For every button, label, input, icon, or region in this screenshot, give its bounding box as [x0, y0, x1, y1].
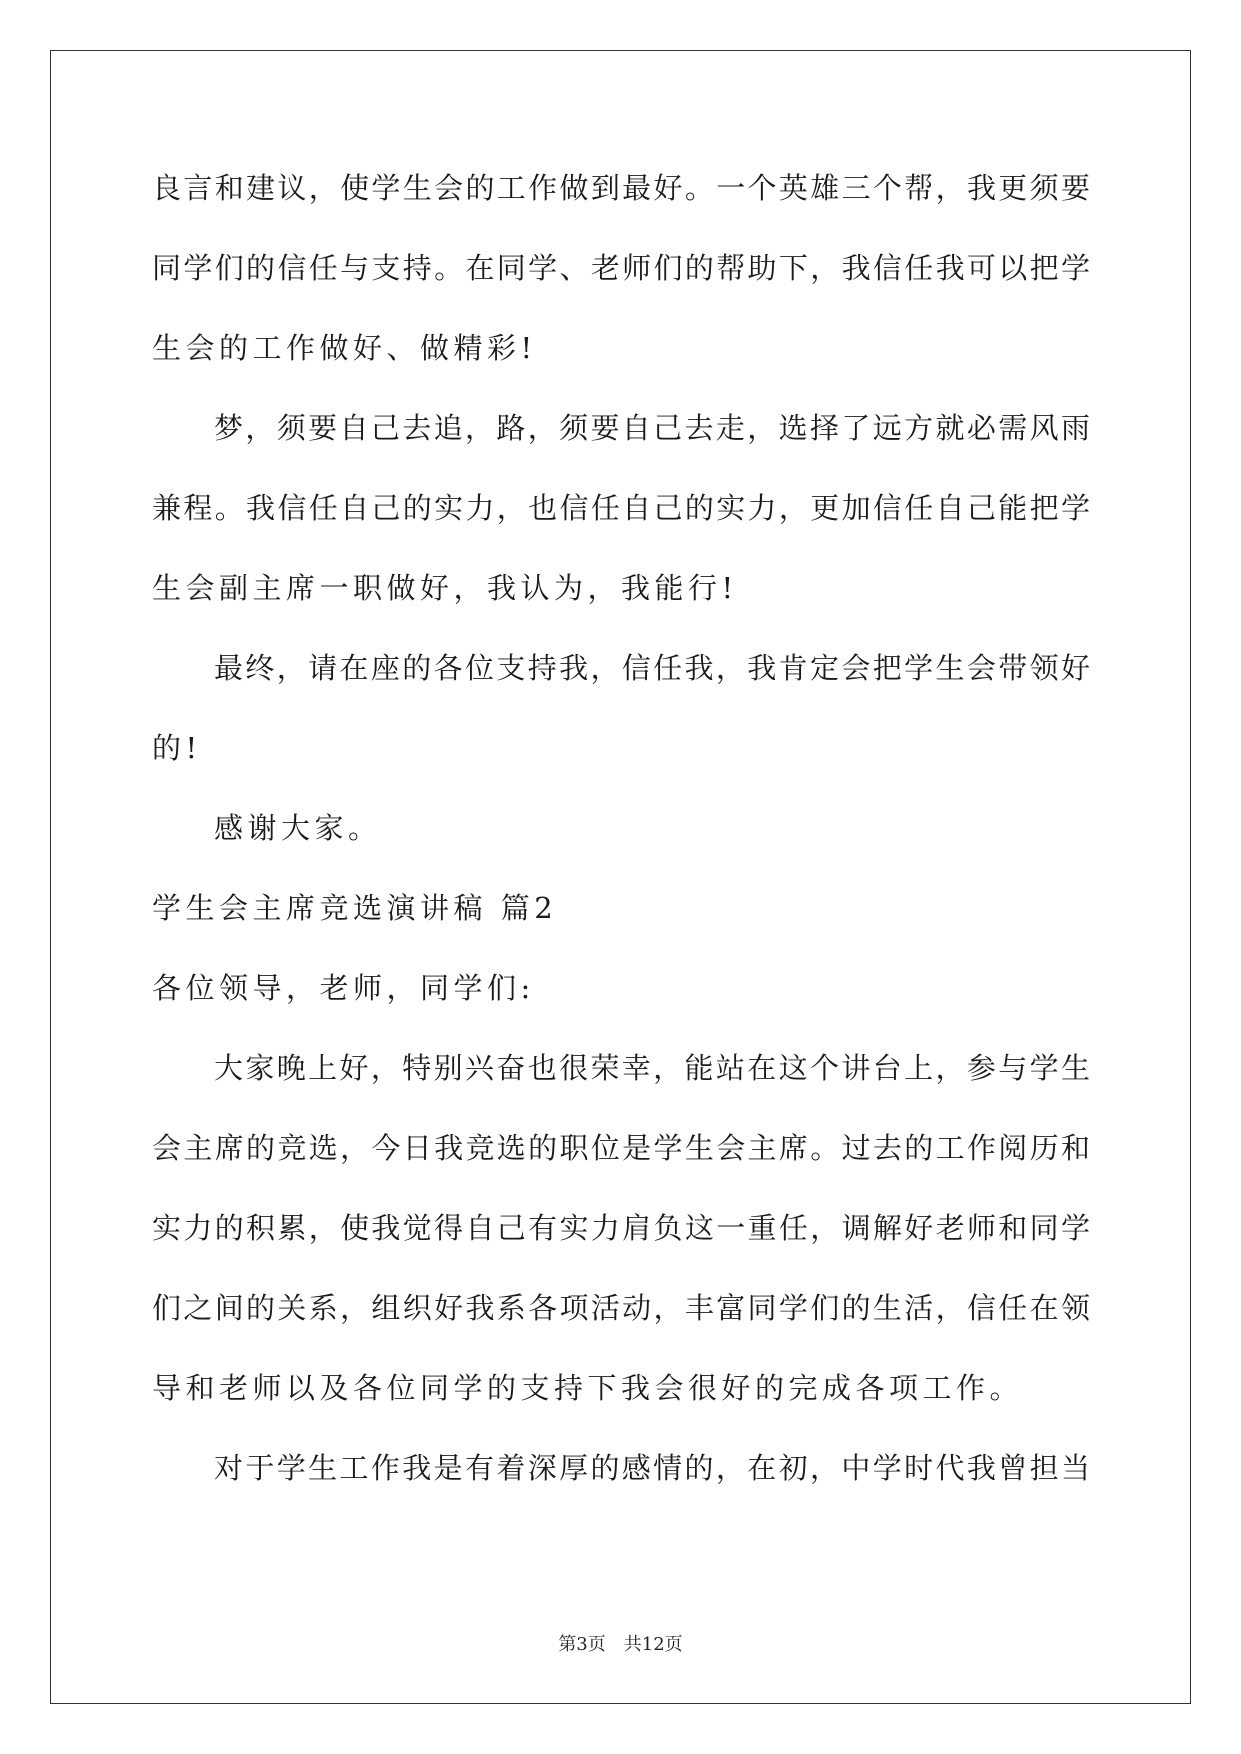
text-line: 生会的工作做好、做精彩! — [152, 331, 537, 365]
page-number: 第3页 共12页 — [558, 1634, 683, 1655]
text-line: 会主席的竞选，今日我竞选的职位是学生会主席。过去的工作阅历和 — [152, 1131, 1090, 1165]
text-line: 们之间的关系，组织好我系各项活动，丰富同学们的生活，信任在领 — [152, 1291, 1090, 1325]
paragraph-first-line: 感谢大家。 — [214, 811, 382, 845]
text-line: 导和老师以及各位同学的支持下我会很好的完成各项工作。 — [152, 1371, 1024, 1405]
text-line: 同学们的信任与支持。在同学、老师们的帮助下，我信任我可以把学 — [152, 251, 1090, 285]
paragraph-first-line: 梦，须要自己去追，路，须要自己去走，选择了远方就必需风雨 — [214, 411, 1090, 445]
paragraph-first-line: 大家晚上好，特别兴奋也很荣幸，能站在这个讲台上，参与学生 — [214, 1051, 1090, 1085]
text-line: 生会副主席一职做好，我认为，我能行! — [152, 571, 738, 605]
salutation: 各位领导，老师，同学们: — [152, 971, 535, 1005]
text-line: 实力的积累，使我觉得自己有实力肩负这一重任，调解好老师和同学 — [152, 1211, 1090, 1245]
text-line: 的! — [152, 731, 202, 765]
section-heading: 学生会主席竞选演讲稿 篇2 — [152, 891, 558, 925]
paragraph-first-line: 对于学生工作我是有着深厚的感情的，在初，中学时代我曾担当 — [214, 1451, 1090, 1485]
text-line: 兼程。我信任自己的实力，也信任自己的实力，更加信任自己能把学 — [152, 491, 1090, 525]
document-body — [152, 163, 1090, 1523]
paragraph-first-line: 最终，请在座的各位支持我，信任我，我肯定会把学生会带领好 — [214, 651, 1090, 685]
text-line: 良言和建议，使学生会的工作做到最好。一个英雄三个帮，我更须要 — [152, 171, 1090, 205]
